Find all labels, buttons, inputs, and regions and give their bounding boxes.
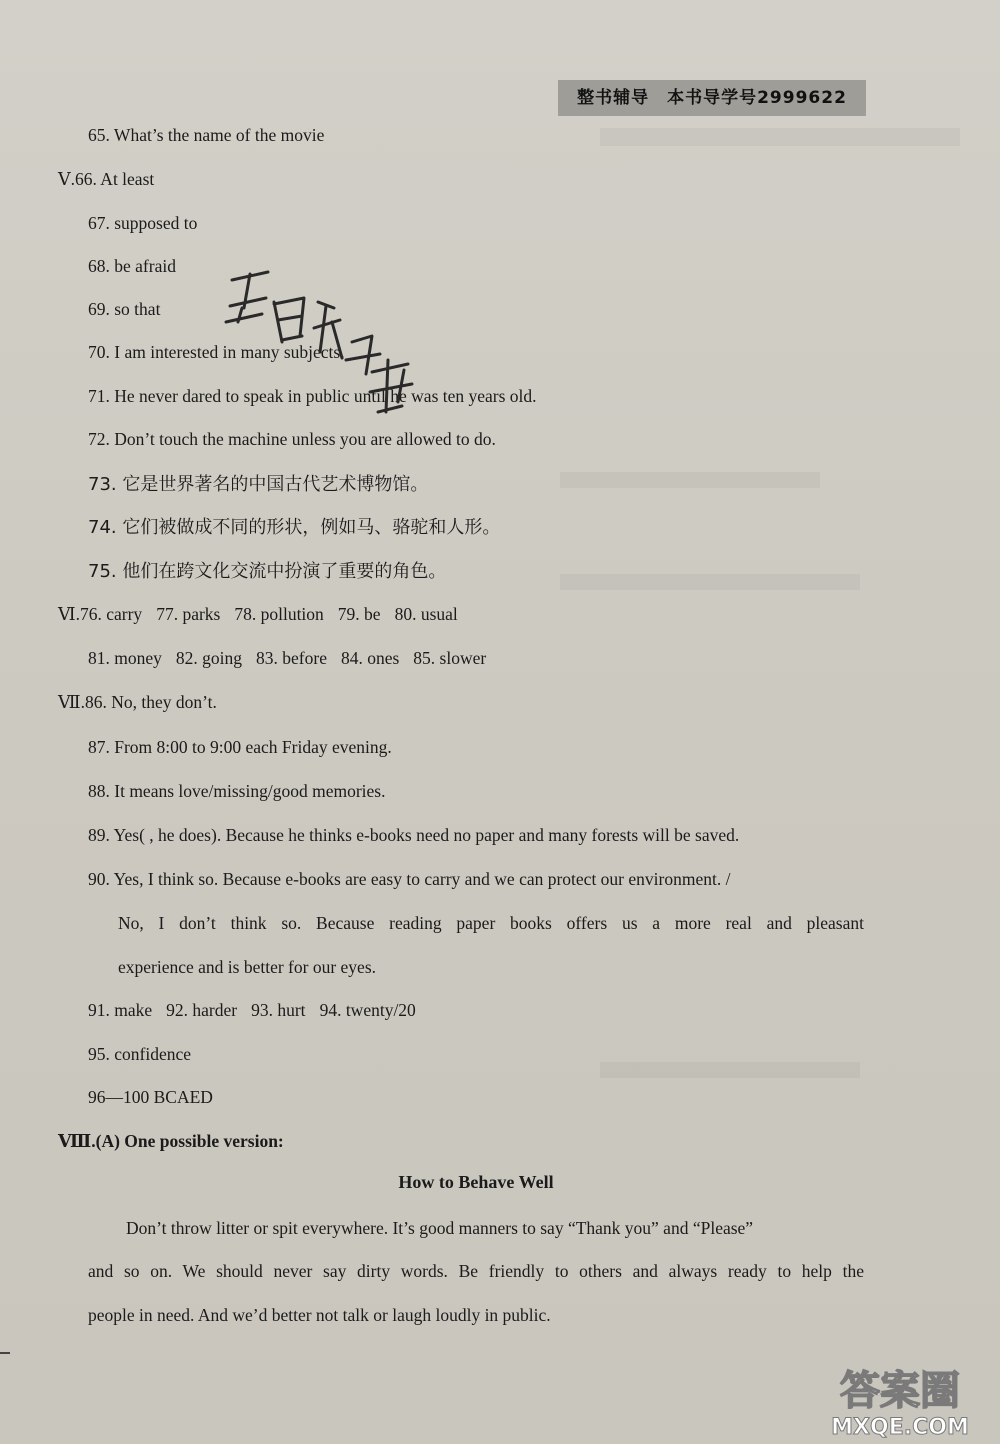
bleed-through <box>560 472 820 488</box>
answer-91: 91. make <box>88 1000 153 1020</box>
essay-line-2: and so on. We should never say dirty words. Be friendly to others and always ready to help the <box>88 1261 864 1281</box>
svg-text:答案圈: 答案圈 <box>840 1368 960 1414</box>
answer-86: 86. No, they don’t. <box>84 692 217 712</box>
essay-line-1: Don’t throw litter or spit everywhere. It’s good manners to say “Thank you” and “Please” <box>126 1218 754 1238</box>
answer-80: 80. usual <box>394 604 458 624</box>
answer-83: 83. before <box>256 648 327 668</box>
version-label: (A) One possible version: <box>95 1131 284 1151</box>
answer-70: 70. I am interested in many subjects. <box>88 342 345 362</box>
answer-91-94-row <box>88 999 416 1021</box>
answer-66-row <box>58 168 154 190</box>
answer-75: 75. 他们在跨文化交流中扮演了重要的角色。 <box>88 561 447 582</box>
watermark-logo <box>804 1358 994 1440</box>
answer-85: 85. slower <box>413 648 487 668</box>
answer-95: 95. confidence <box>88 1044 192 1064</box>
answer-78: 78. pollution <box>234 604 324 624</box>
answer-86-row <box>58 691 217 713</box>
answer-84: 84. ones <box>340 648 400 668</box>
answer-76-80-row <box>58 603 458 625</box>
margin-mark <box>0 1352 10 1354</box>
answer-88: 88. It means love/missing/good memories. <box>88 781 386 801</box>
answer-69: 69. so that <box>88 299 161 319</box>
handwriting-scribble <box>222 262 462 432</box>
bleed-through <box>600 128 960 146</box>
answer-87: 87. From 8:00 to 9:00 each Friday evening. <box>88 737 392 757</box>
section-marker: Ⅵ. <box>58 604 80 624</box>
answer-76: 76. carry <box>79 604 143 624</box>
answer-67: 67. supposed to <box>88 213 198 233</box>
answer-89: 89. Yes( , he does). Because he thinks e-books need no paper and many forests will be saved. <box>88 825 740 845</box>
answer-72: 72. Don’t touch the machine unless you are allowed to do. <box>88 429 496 449</box>
header-badge: 整书辅导 本书导学号2999622 <box>558 80 866 116</box>
answer-96-100: 96—100 BCAED <box>88 1087 213 1107</box>
section-marker: Ⅶ. <box>58 692 85 712</box>
answer-82: 82. going <box>175 648 243 668</box>
svg-text:MXQE.COM: MXQE.COM <box>831 1415 969 1440</box>
answer-79: 79. be <box>337 604 381 624</box>
answer-74: 74. 它们被做成不同的形状，例如马、骆驼和人形。 <box>88 517 501 538</box>
answer-73: 73. 它是世界著名的中国古代艺术博物馆。 <box>88 474 429 495</box>
answer-77: 77. parks <box>156 604 221 624</box>
answer-81-85-row <box>88 647 486 669</box>
answer-94: 94. twenty/20 <box>319 1000 416 1020</box>
answer-90-b: No, I don’t think so. Because reading paper books offers us a more real and pleasant <box>118 913 864 933</box>
essay-title: How to Behave Well <box>398 1172 554 1192</box>
answer-93: 93. hurt <box>251 1000 306 1020</box>
answer-92: 92. harder <box>166 1000 238 1020</box>
bleed-through <box>600 1062 860 1078</box>
essay-line-3: people in need. And we’d better not talk or laugh loudly in public. <box>88 1305 551 1325</box>
answer-71: 71. He never dared to speak in public until he was ten years old. <box>88 386 537 406</box>
answer-90-c: experience and is better for our eyes. <box>118 957 377 977</box>
answer-68: 68. be afraid <box>88 256 176 276</box>
bleed-through <box>560 574 860 590</box>
answer-90-a: 90. Yes, I think so. Because e-books are easy to carry and we can protect our environment. / <box>88 869 731 889</box>
section-marker: Ⅴ. <box>58 169 76 189</box>
section-viii-heading <box>58 1130 284 1152</box>
section-marker: Ⅷ. <box>58 1131 96 1151</box>
answer-66: 66. At least <box>75 169 155 189</box>
answer-65: 65. What’s the name of the movie <box>88 125 325 145</box>
answer-81: 81. money <box>88 648 162 668</box>
